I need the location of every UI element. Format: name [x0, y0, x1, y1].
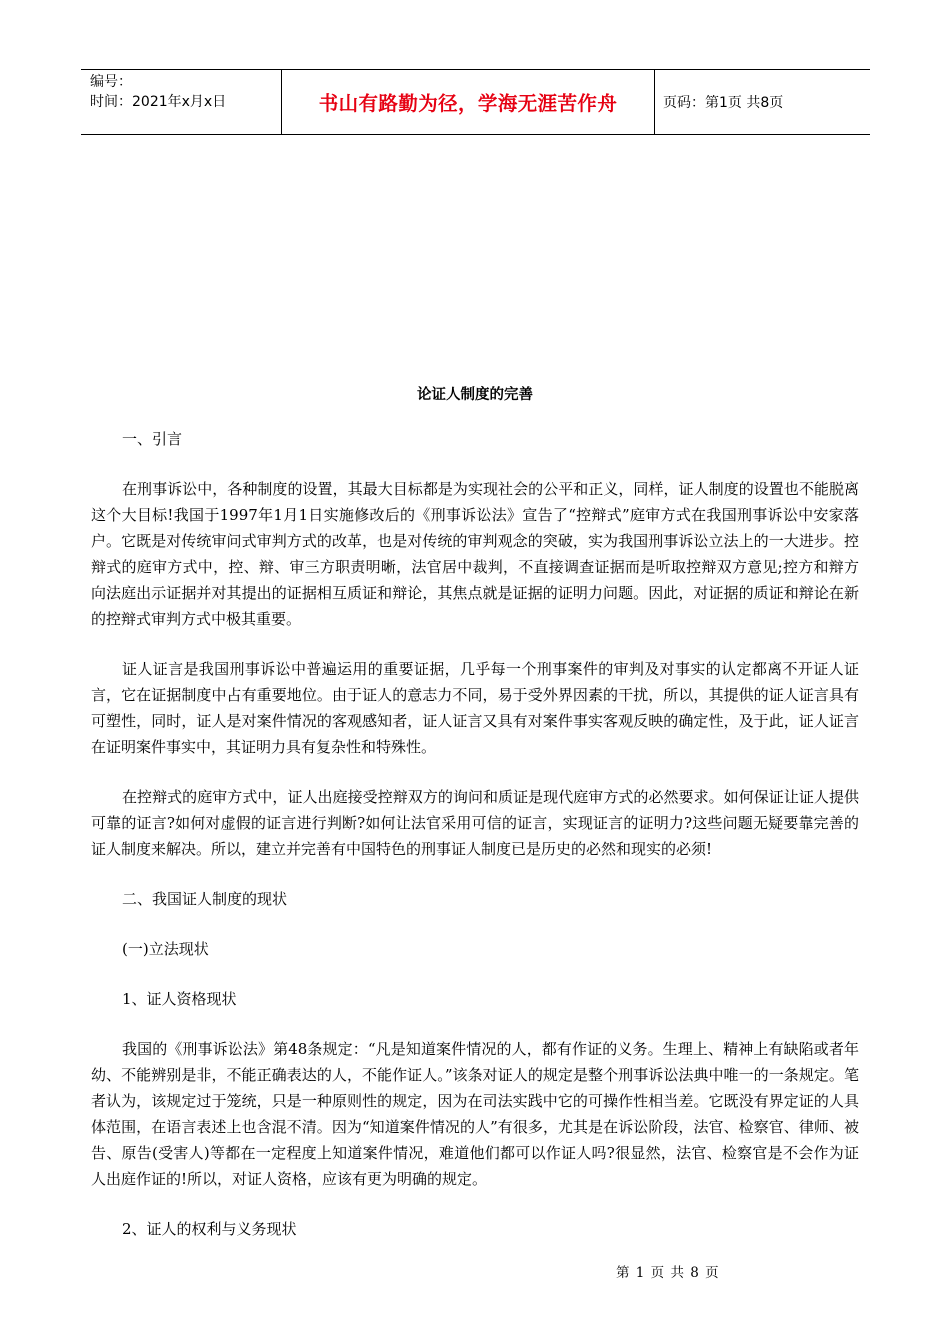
- paragraph-2: 证人证言是我国刑事诉讼中普遍运用的重要证据，几乎每一个刑事案件的审判及对事实的认定都离不开证人证言，它在证据制度中占有重要地位。由于证人的意志力不同，易于受外界因素的干扰，所以，其提供的证人证言具有可塑性，同时，证人是对案件情况的客观感知者，证人证言又具有对案件事实客观反映的确定性，及于此，证人证言在证明案件事实中，其证明力具有复杂性和特殊性。: [91, 660, 859, 756]
- page-footer: 第 1 页 共 8 页: [616, 1265, 720, 1281]
- paragraph-4: 我国的《刑事诉讼法》第48条规定：“凡是知道案件情况的人，都有作证的义务。生理上、精神上有缺陷或者年幼、不能辨别是非，不能正确表达的人，不能作证人。”该条对证人的规定是整个刑事诉讼法典中唯一的一条规定。笔者认为，该规定过于笼统，只是一种原则性的规定，因为在司法实践中它的可操作性相当差。它既没有界定证的人具体范围，在语言表述上也含混不清。因为“知道案件情况的人”有很多，尤其是在诉讼阶段，法官、检察官、律师、被告、原告(受害人)等都在一定程度上知道案件情况，难道他们都可以作证人吗?很显然，法官、检察官是不会作为证人出庭作证的!所以，对证人资格，应该有更为明确的规定。: [91, 1040, 859, 1188]
- document-date-label: 时间：2021年x月x日: [90, 94, 227, 110]
- header-page-info: 页码：第1页 共8页: [663, 95, 784, 111]
- subsection-heading-rights: 2、证人的权利与义务现状: [122, 1220, 297, 1238]
- header-motto-cell: [282, 70, 655, 134]
- document-header: [81, 69, 870, 135]
- header-meta-cell: [81, 70, 282, 134]
- document-number-label: 编号：: [90, 74, 132, 90]
- section-heading-status: 二、我国证人制度的现状: [122, 890, 288, 908]
- paragraph-3: 在控辩式的庭审方式中，证人出庭接受控辩双方的询问和质证是现代庭审方式的必然要求。如何保证让证人提供可靠的证言?如何对虚假的证言进行判断?如何让法官采用可信的证言，实现证言的证明力?这些问题无疑要靠完善的证人制度来解决。所以，建立并完善有中国特色的刑事证人制度已是历史的必然和现实的必须!: [91, 788, 859, 858]
- header-motto: 书山有路勤为径，学海无涯苦作舟: [318, 92, 618, 115]
- document-title: 论证人制度的完善: [417, 387, 533, 403]
- subsection-heading-legislation: (一)立法现状: [122, 940, 209, 958]
- subsection-heading-qualification: 1、证人资格现状: [122, 990, 237, 1008]
- header-page-cell: [655, 70, 870, 134]
- section-heading-intro: 一、引言: [122, 430, 183, 448]
- document-body: [91, 426, 859, 1242]
- paragraph-1: 在刑事诉讼中，各种制度的设置，其最大目标都是为实现社会的公平和正义，同样，证人制度的设置也不能脱离这个大目标!我国于1997年1月1日实施修改后的《刑事诉讼法》宣告了“控辩式”庭审方式在我国刑事诉讼中安家落户。它既是对传统审问式审判方式的改革，也是对传统的审判观念的突破，实为我国刑事诉讼立法上的一大进步。控辩式的庭审方式中，控、辩、审三方职责明晰，法官居中裁判，不直接调查证据而是听取控辩双方意见;控方和辩方向法庭出示证据并对其提出的证据相互质证和辩论，其焦点就是证据的证明力问题。因此，对证据的质证和辩论在新的控辩式审判方式中极其重要。: [91, 480, 859, 628]
